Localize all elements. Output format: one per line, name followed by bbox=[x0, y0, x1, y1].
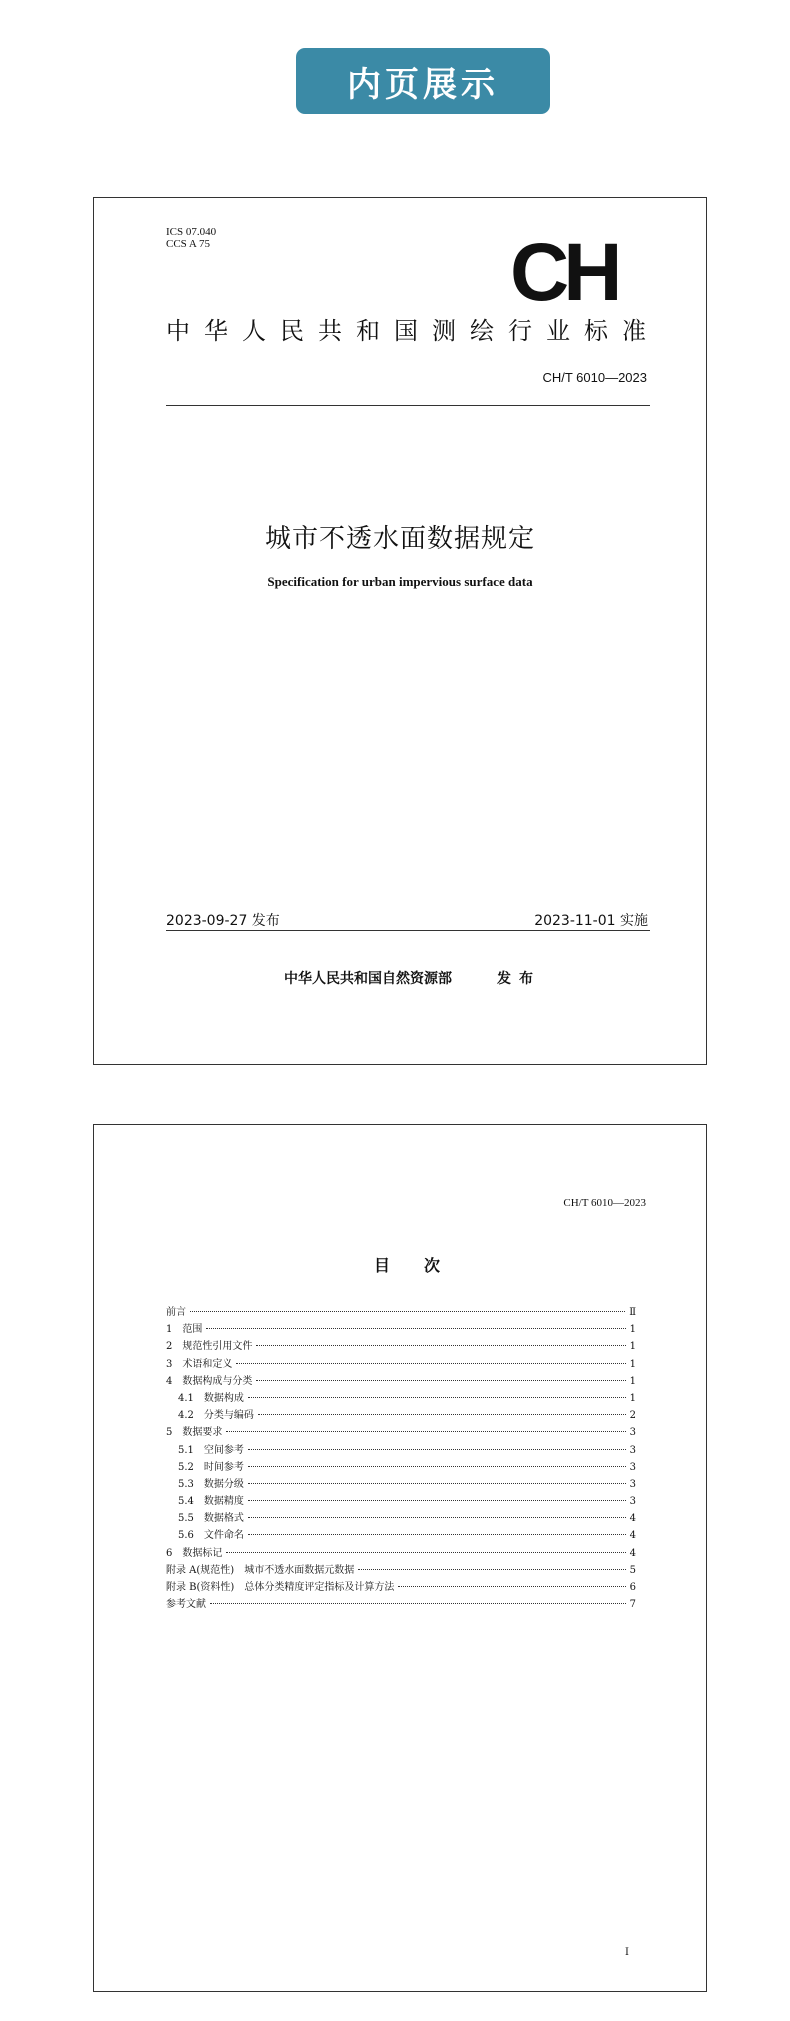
publish-word: 发布 bbox=[497, 971, 541, 987]
toc-entry-page: 4 bbox=[629, 1513, 636, 1525]
toc-entry-label: 2 规范性引用文件 bbox=[166, 1341, 253, 1353]
footer-divider bbox=[166, 930, 650, 931]
toc-entry-page: 6 bbox=[629, 1582, 636, 1593]
toc-entry bbox=[166, 1337, 636, 1354]
toc-entry bbox=[166, 1578, 636, 1595]
standard-number: CH/T 6010—2023 bbox=[542, 370, 647, 385]
ccs-code: CCS A 75 bbox=[166, 238, 211, 250]
toc-entry-page: 1 bbox=[629, 1358, 636, 1370]
toc-entry-label: 前言 bbox=[166, 1307, 186, 1318]
toc-entry bbox=[166, 1441, 636, 1458]
toc-entry-label: 附录 B(资料性) 总体分类精度评定指标及计算方法 bbox=[166, 1582, 395, 1593]
toc-entry-page: 3 bbox=[629, 1427, 636, 1439]
toc-entry-page: 3 bbox=[629, 1496, 636, 1508]
standard-title-en: Specification for urban impervious surface data bbox=[267, 574, 533, 589]
toc-leader-dots bbox=[210, 1603, 626, 1604]
toc-entry bbox=[166, 1423, 636, 1440]
toc-leader-dots bbox=[248, 1397, 626, 1398]
toc-leader-dots bbox=[248, 1534, 626, 1535]
ch-logo: CH bbox=[510, 227, 617, 318]
toc-entry-label: 5.1 空间参考 bbox=[178, 1444, 244, 1456]
toc-entry-label: 5 数据要求 bbox=[166, 1427, 223, 1439]
toc-leader-dots bbox=[206, 1328, 625, 1329]
toc-entry-label: 参考文献 bbox=[166, 1599, 206, 1611]
toc-entry-page: 1 bbox=[629, 1392, 636, 1404]
cover-page bbox=[93, 197, 707, 1065]
toc-leader-dots bbox=[258, 1414, 626, 1415]
toc-entry-label: 5.2 时间参考 bbox=[178, 1461, 244, 1473]
toc-entry bbox=[166, 1406, 636, 1423]
toc-entry bbox=[166, 1355, 636, 1372]
toc-entry bbox=[166, 1561, 636, 1578]
toc-entry-page: 1 bbox=[629, 1341, 636, 1353]
issuing-body-title: 中华人民共和国测绘行业标准 bbox=[166, 317, 660, 345]
toc-entry-label: 4.2 分类与编码 bbox=[178, 1410, 254, 1422]
toc-heading: 目次 bbox=[374, 1256, 475, 1275]
toc-leader-dots bbox=[398, 1586, 625, 1587]
toc-leader-dots bbox=[248, 1483, 626, 1484]
toc-entry bbox=[166, 1492, 636, 1509]
toc-entry-page: 3 bbox=[629, 1461, 636, 1473]
toc-entry bbox=[166, 1372, 636, 1389]
toc-leader-dots bbox=[248, 1449, 626, 1450]
toc-entry-label: 3 术语和定义 bbox=[166, 1358, 233, 1370]
toc-leader-dots bbox=[256, 1345, 625, 1346]
toc-entry-page: 3 bbox=[629, 1478, 636, 1490]
toc-entry bbox=[166, 1303, 636, 1320]
page-number: I bbox=[625, 1947, 629, 1958]
section-banner: 内页展示 bbox=[296, 48, 550, 114]
toc-leader-dots bbox=[248, 1517, 626, 1518]
toc-entry-page: 7 bbox=[629, 1599, 636, 1611]
standard-title-cn: 城市不透水面数据规定 bbox=[264, 524, 535, 554]
toc-entry-label: 5.3 数据分级 bbox=[178, 1478, 244, 1490]
implementation-date: 2023-11-01 实施 bbox=[534, 913, 648, 929]
toc-leader-dots bbox=[248, 1500, 626, 1501]
toc-entry bbox=[166, 1595, 636, 1612]
toc-entry bbox=[166, 1509, 636, 1526]
toc-leader-dots bbox=[358, 1569, 625, 1570]
toc-leader-dots bbox=[236, 1363, 625, 1364]
toc-entry-page: 2 bbox=[629, 1410, 636, 1422]
toc-page bbox=[93, 1124, 707, 1992]
toc-entry-label: 4 数据构成与分类 bbox=[166, 1375, 253, 1387]
toc-standard-number: CH/T 6010—2023 bbox=[563, 1197, 646, 1209]
toc-leader-dots bbox=[256, 1380, 625, 1381]
toc-entry-page: 4 bbox=[629, 1530, 636, 1542]
toc-entry bbox=[166, 1475, 636, 1492]
publisher-name: 中华人民共和国自然资源部 bbox=[284, 971, 452, 987]
toc-entry bbox=[166, 1544, 636, 1561]
toc-entry bbox=[166, 1526, 636, 1543]
toc-entry-page: 3 bbox=[629, 1444, 636, 1456]
release-date: 2023-09-27 发布 bbox=[166, 913, 280, 929]
toc-entry-label: 5.5 数据格式 bbox=[178, 1513, 244, 1525]
toc-entry-page: 4 bbox=[629, 1547, 636, 1559]
toc-entry-label: 附录 A(规范性) 城市不透水面数据元数据 bbox=[166, 1564, 355, 1576]
toc-entry-label: 5.4 数据精度 bbox=[178, 1496, 244, 1508]
toc-list bbox=[166, 1303, 636, 1612]
toc-entry-label: 5.6 文件命名 bbox=[178, 1530, 244, 1542]
toc-entry bbox=[166, 1458, 636, 1475]
toc-entry-label: 4.1 数据构成 bbox=[178, 1392, 244, 1404]
toc-leader-dots bbox=[190, 1311, 625, 1312]
toc-entry bbox=[166, 1389, 636, 1406]
toc-entry-page: 1 bbox=[629, 1324, 636, 1336]
toc-entry-page: Ⅱ bbox=[629, 1307, 636, 1318]
toc-entry bbox=[166, 1320, 636, 1337]
toc-leader-dots bbox=[226, 1431, 625, 1432]
toc-leader-dots bbox=[248, 1466, 626, 1467]
toc-entry-label: 1 范围 bbox=[166, 1324, 203, 1336]
toc-entry-page: 5 bbox=[629, 1564, 636, 1576]
ics-code: ICS 07.040 bbox=[166, 226, 217, 238]
toc-entry-label: 6 数据标记 bbox=[166, 1547, 223, 1559]
header-divider bbox=[166, 405, 650, 406]
toc-entry-page: 1 bbox=[629, 1375, 636, 1387]
toc-leader-dots bbox=[226, 1552, 625, 1553]
